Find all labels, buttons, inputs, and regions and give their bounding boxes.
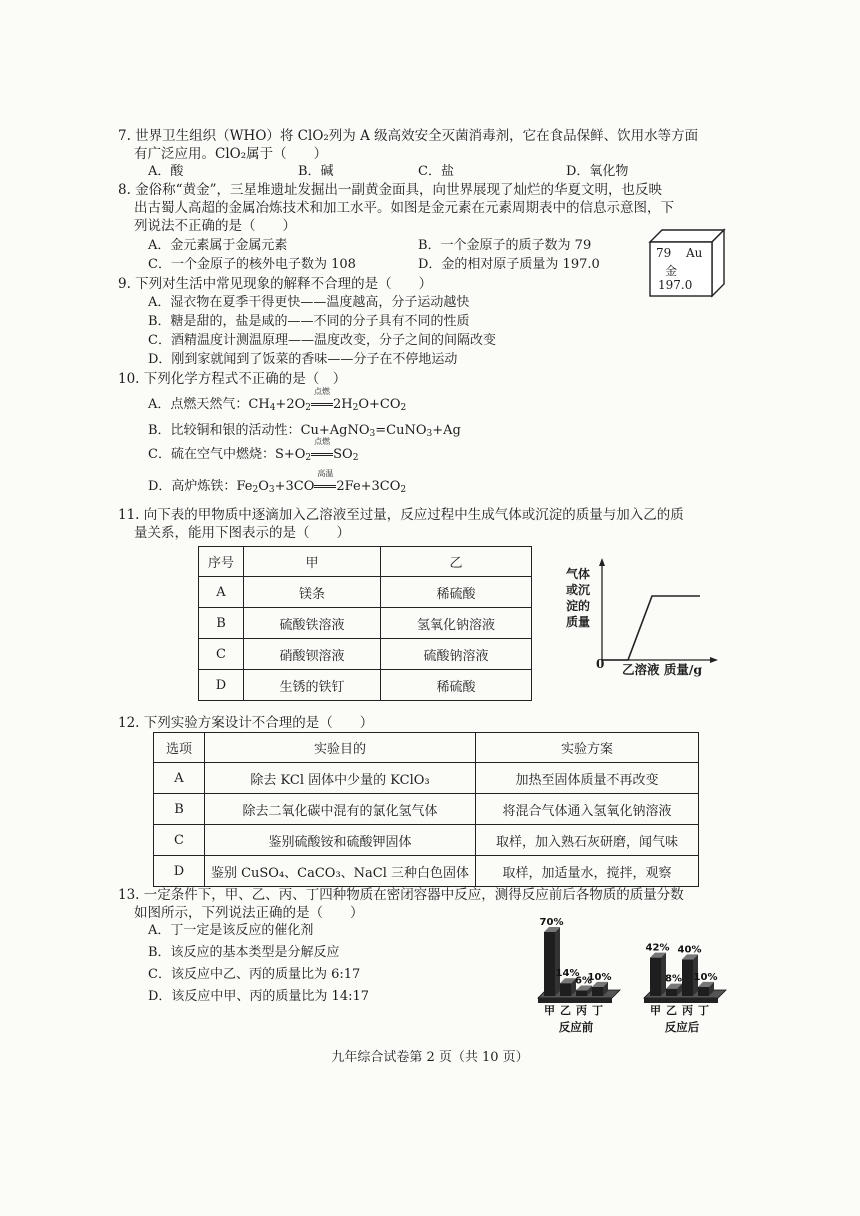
table-cell: C <box>154 825 205 856</box>
q13-stem-line1: 13. 一定条件下，甲、乙、丙、丁四种物质在密闭容器中反应，测得反应前后各物质的质量分数 <box>118 887 684 903</box>
q11-table <box>198 546 532 701</box>
q11-graph-ylabel: 气体 或沉 淀的 质量 <box>566 567 591 629</box>
table-row <box>199 577 532 608</box>
chart-bar <box>682 959 693 996</box>
chart-group-label: 反应后 <box>664 1020 700 1034</box>
q7-option-a: A．酸 <box>148 164 184 179</box>
table-cell: 除去 KCl 固体中少量的 KClO₃ <box>205 763 476 794</box>
table-cell: 稀硫酸 <box>381 670 532 701</box>
q8-option-a: A．金元素属于金属元素 <box>148 238 288 253</box>
table-cell: 硫酸铁溶液 <box>244 608 381 639</box>
q13-stem-line2: 如图所示，下列说法正确的是（ ） <box>134 905 364 921</box>
element-atomic-number: 79 <box>656 246 672 260</box>
table-cell: 加热至固体质量不再改变 <box>476 763 699 794</box>
chart-value-label: 6% <box>575 975 592 987</box>
element-name: 金 <box>665 264 678 278</box>
table-cell: 硫酸钠溶液 <box>381 639 532 670</box>
q8-stem-line2: 出古蜀人高超的金属冶炼技术和加工水平。如图是金元素在元素周期表中的信息示意图，下 <box>134 200 674 216</box>
q13-option-d: D．该反应中甲、丙的质量比为 14:17 <box>148 989 370 1004</box>
table-cell: 除去二氧化碳中混有的氯化氢气体 <box>205 794 476 825</box>
q11-stem-line2: 量关系，能用下图表示的是（ ） <box>134 525 350 541</box>
q9-option-d: D．刚到家就闻到了饭菜的香味——分子在不停地运动 <box>148 352 458 367</box>
chart-category-label: 丙 <box>682 1004 693 1017</box>
q13-option-a: A．丁一定是该反应的催化剂 <box>148 923 314 938</box>
table-cell: 稀硫酸 <box>381 577 532 608</box>
chart-bar-side <box>555 927 560 996</box>
table-cell: 生锈的铁钉 <box>244 670 381 701</box>
table-cell: C <box>199 639 244 670</box>
page-footer: 九年综合试卷第 2 页（共 10 页） <box>331 1050 529 1065</box>
q7-stem-line1: 7. 世界卫生组织（WHO）将 ClO₂列为 A 级高效安全灭菌消毒剂，它在食品保鲜、饮用水等方面 <box>118 128 699 144</box>
table-cell: A <box>199 577 244 608</box>
table-row <box>199 670 532 701</box>
q12-table <box>153 732 699 887</box>
chart-value-label: 42% <box>645 942 670 954</box>
chart-bar <box>576 991 587 996</box>
table-cell: 将混合气体通入氢氧化钠溶液 <box>476 794 699 825</box>
table-cell: A <box>154 763 205 794</box>
table-row <box>199 608 532 639</box>
q10-option-d: D．高炉炼铁：$Fe_2O_3+3CO$ 高温 $2Fe+3CO_2$ <box>148 469 407 495</box>
q9-option-a: A．湿衣物在夏季干得更快——温度越高，分子运动越快 <box>148 295 470 310</box>
chart-bar <box>544 932 555 996</box>
q7-option-c: C．盐 <box>418 164 454 179</box>
q11-stem-line1: 11. 向下表的甲物质中逐滴加入乙溶液至过量，反应过程中生成气体或沉淀的质量与加入乙的质 <box>118 507 684 523</box>
q12-header-purpose: 实验目的 <box>205 733 476 763</box>
chart-category-label: 丙 <box>576 1004 587 1017</box>
chart-bar <box>560 983 571 996</box>
chart-value-label: 40% <box>677 944 702 956</box>
q9-stem: 9. 下列对生活中常见现象的解释不合理的是（ ） <box>118 276 433 292</box>
table-cell: 硝酸钡溶液 <box>244 639 381 670</box>
q8-stem-line3: 列说法不正确的是（ ） <box>134 218 296 234</box>
q13-option-c: C．该反应中乙、丙的质量比为 6:17 <box>148 967 361 982</box>
q10-stem: 10. 下列化学方程式不正确的是（ ） <box>118 371 347 387</box>
element-atomic-mass: 197.0 <box>658 278 693 292</box>
q9-option-c: C．酒精温度计测温原理——温度改变，分子之间的间隔改变 <box>148 333 496 348</box>
table-cell: D <box>154 856 205 887</box>
table-cell: B <box>154 794 205 825</box>
table-cell: 镁条 <box>244 577 381 608</box>
q13-mass-fraction-chart <box>530 906 750 1036</box>
chart-category-label: 甲 <box>544 1004 555 1017</box>
table-cell: 鉴别 CuSO₄、CaCO₃、NaCl 三种白色固体 <box>205 856 476 887</box>
q12-header-plan: 实验方案 <box>476 733 699 763</box>
q7-option-b: B．碱 <box>298 164 334 179</box>
q12-stem: 12. 下列实验方案设计不合理的是（ ） <box>118 715 374 731</box>
q8-option-b: B．一个金原子的质子数为 79 <box>418 238 592 253</box>
q8-option-d: D．金的相对原子质量为 197.0 <box>418 257 600 272</box>
chart-bar <box>698 987 709 996</box>
chart-category-label: 乙 <box>560 1004 571 1017</box>
chart-category-label: 丁 <box>592 1004 603 1017</box>
chart-category-label: 甲 <box>650 1004 661 1017</box>
table-cell: 鉴别硫酸铵和硫酸钾固体 <box>205 825 476 856</box>
q10-option-c: C．硫在空气中燃烧：$S+O_2$ 点燃 $SO_2$ <box>148 437 359 463</box>
table-cell: D <box>199 670 244 701</box>
q11-header-index: 序号 <box>199 547 244 577</box>
table-cell: 取样，加适量水，搅拌，观察 <box>476 856 699 887</box>
q13-option-b: B．该反应的基本类型是分解反应 <box>148 945 340 960</box>
q11-graph-origin: 0 <box>596 657 605 671</box>
q10-option-b: B．比较铜和银的活动性：Cu+AgNO$_3$=CuNO$_3$+Ag <box>148 423 461 439</box>
chart-category-label: 丁 <box>698 1004 709 1017</box>
table-cell: 取样，加入熟石灰研磨，闻气味 <box>476 825 699 856</box>
q7-stem-line2: 有广泛应用。ClO₂属于（ ） <box>134 146 328 162</box>
q10-option-a: A．点燃天然气：$CH_4+2O_2$ 点燃 $2H_2O+CO_2$ <box>148 387 407 413</box>
chart-value-label: 8% <box>665 973 682 985</box>
chart-value-label: 14% <box>555 968 580 980</box>
q8-stem-line1: 8. 金俗称“黄金”，三星堆遗址发掘出一副黄金面具，向世界展现了灿烂的华夏文明，也反映 <box>118 182 662 198</box>
q9-option-b: B．糖是甜的，盐是咸的——不同的分子具有不同的性质 <box>148 314 470 329</box>
q11-header-b: 乙 <box>381 547 532 577</box>
chart-value-label: 10% <box>693 971 718 983</box>
table-cell: B <box>199 608 244 639</box>
chart-bar <box>650 958 661 996</box>
chart-bar <box>666 989 677 996</box>
q11-graph <box>592 556 722 668</box>
table-row <box>154 825 699 856</box>
chart-base-front <box>644 998 718 1003</box>
table-cell: 氢氧化钠溶液 <box>381 608 532 639</box>
graph-curve <box>602 596 700 660</box>
table-row <box>154 856 699 887</box>
chart-value-label: 70% <box>539 917 564 928</box>
element-symbol: Au <box>686 246 703 260</box>
q12-header-option: 选项 <box>154 733 205 763</box>
q7-option-d: D．氧化物 <box>566 164 629 179</box>
chart-value-label: 10% <box>587 971 612 983</box>
chart-category-label: 乙 <box>666 1004 677 1017</box>
table-row <box>199 639 532 670</box>
chart-bar <box>592 987 603 996</box>
chart-group-label: 反应前 <box>558 1020 594 1034</box>
table-row <box>154 763 699 794</box>
q8-option-c: C．一个金原子的核外电子数为 108 <box>148 257 356 272</box>
q11-header-a: 甲 <box>244 547 381 577</box>
table-row <box>154 794 699 825</box>
q11-graph-xlabel: 乙溶液 质量/g <box>622 662 703 677</box>
chart-base-front <box>538 998 612 1003</box>
